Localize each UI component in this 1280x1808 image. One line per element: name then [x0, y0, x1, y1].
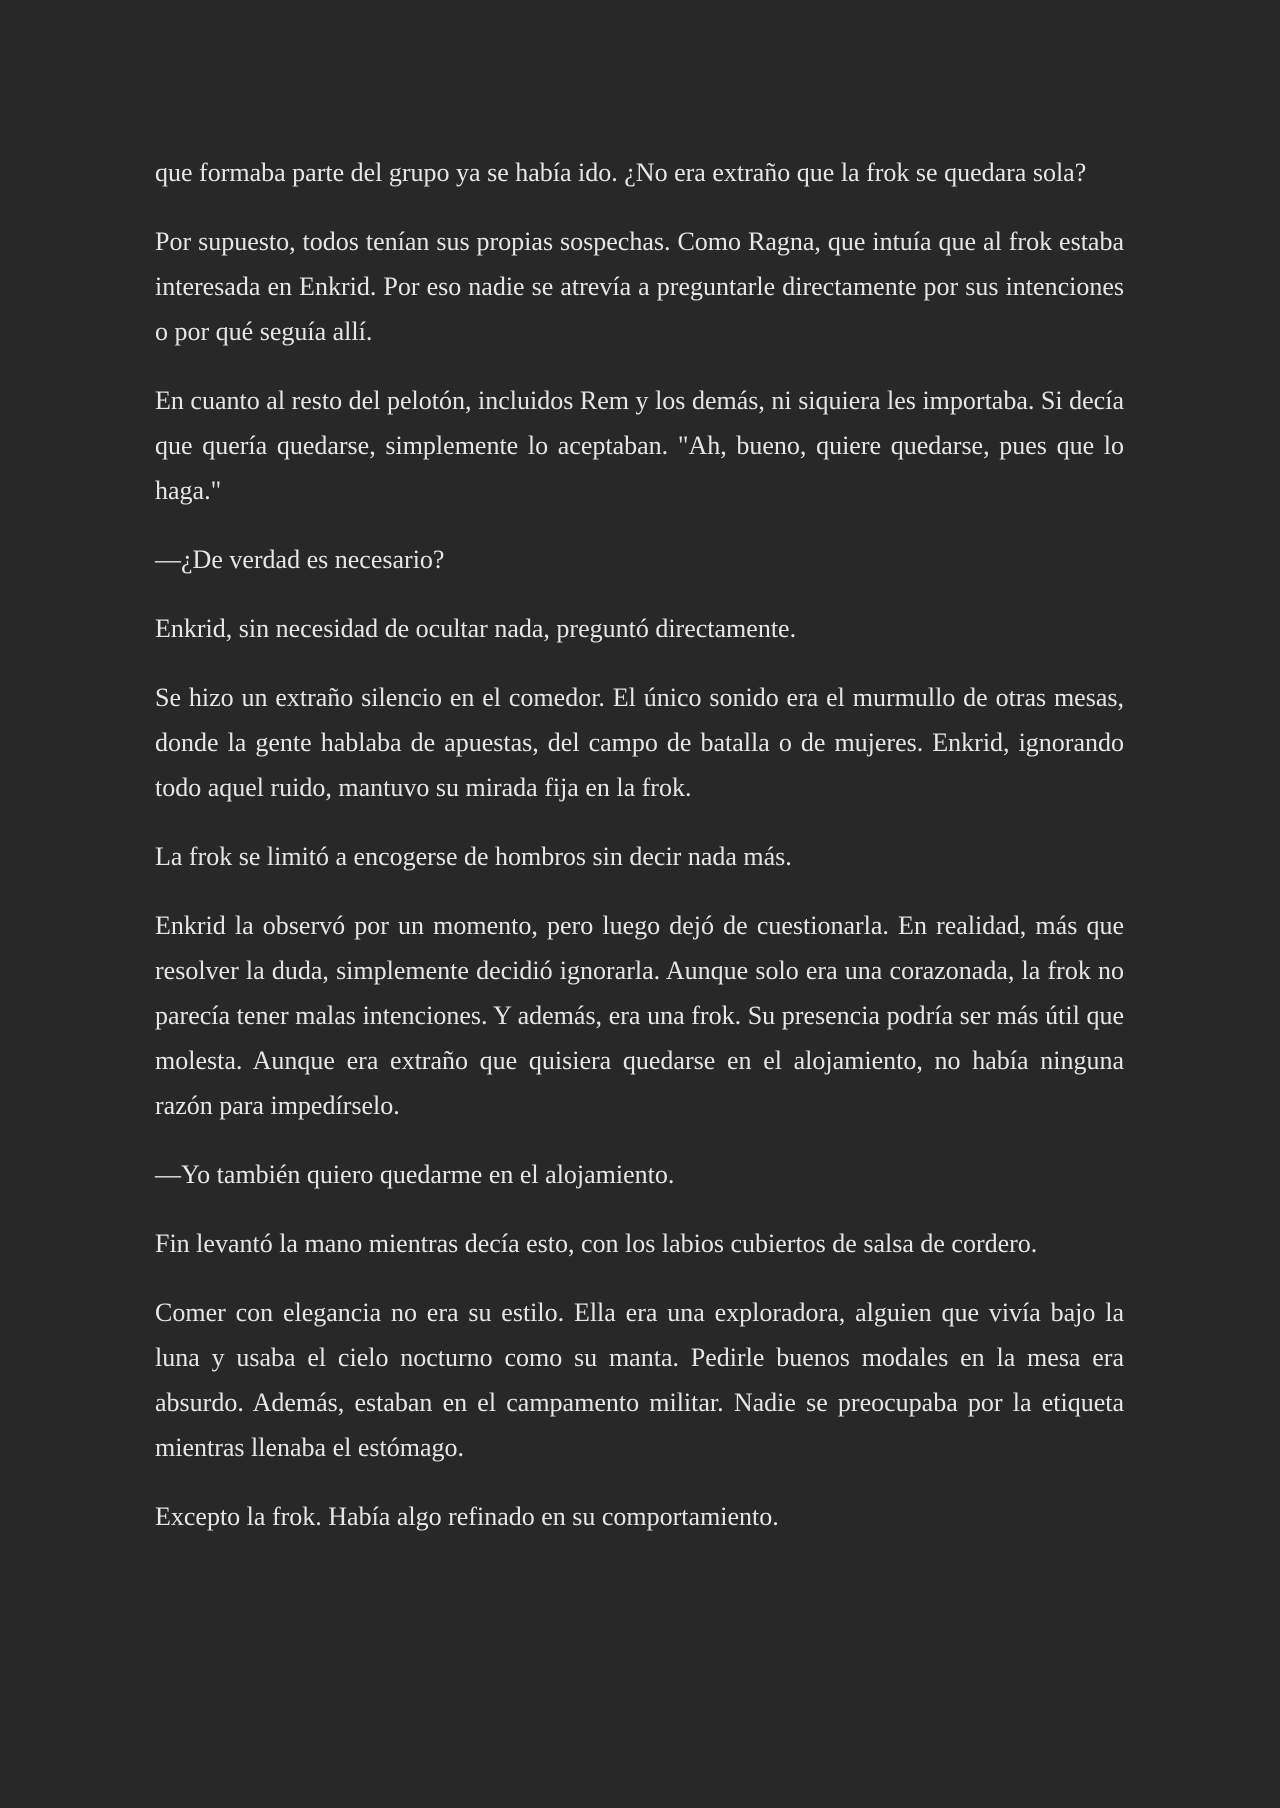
paragraph: Excepto la frok. Había algo refinado en su comportamiento. [155, 1502, 779, 1531]
dialogue-line: —¿De verdad es necesario? [155, 545, 445, 574]
reader-page [155, 150, 1124, 1563]
paragraph: Enkrid, sin necesidad de ocultar nada, preguntó directamente. [155, 614, 797, 643]
paragraph: La frok se limitó a encogerse de hombros sin decir nada más. [155, 842, 792, 871]
dialogue-line: —Yo también quiero quedarme en el alojamiento. [155, 1160, 675, 1189]
paragraph: que formaba parte del grupo ya se había ido. ¿No era extraño que la frok se quedara sola? [155, 158, 1087, 187]
paragraph: Fin levantó la mano mientras decía esto, con los labios cubiertos de salsa de cordero. [155, 1229, 1038, 1258]
paragraph: Enkrid la observó por un momento, pero luego dejó de cuestionarla. En realidad, más que resolver la duda, simplemente decidió ignorarla. Aunque solo era una corazonada, la frok no parecía tener malas intenciones. Y además, era una frok. Su presencia podría ser más útil que molesta. Aunque era extraño que quisiera quedarse en el alojamiento, no había ninguna razón para impedírselo. [155, 911, 1124, 1120]
paragraph: Comer con elegancia no era su estilo. Ella era una exploradora, alguien que vivía bajo la luna y usaba el cielo nocturno como su manta. Pedirle buenos modales en la mesa era absurdo. Además, estaban en el campamento militar. Nadie se preocupaba por la etiqueta mientras llenaba el estómago. [155, 1298, 1124, 1462]
paragraph: En cuanto al resto del pelotón, incluidos Rem y los demás, ni siquiera les importaba. Si decía que quería quedarse, simplemente lo aceptaban. "Ah, bueno, quiere quedarse, pues que lo haga." [155, 386, 1124, 505]
paragraph: Por supuesto, todos tenían sus propias sospechas. Como Ragna, que intuía que al frok estaba interesada en Enkrid. Por eso nadie se atrevía a preguntarle directamente por sus intenciones o por qué seguía allí. [155, 227, 1124, 346]
paragraph: Se hizo un extraño silencio en el comedor. El único sonido era el murmullo de otras mesas, donde la gente hablaba de apuestas, del campo de batalla o de mujeres. Enkrid, ignorando todo aquel ruido, mantuvo su mirada fija en la frok. [155, 683, 1124, 802]
